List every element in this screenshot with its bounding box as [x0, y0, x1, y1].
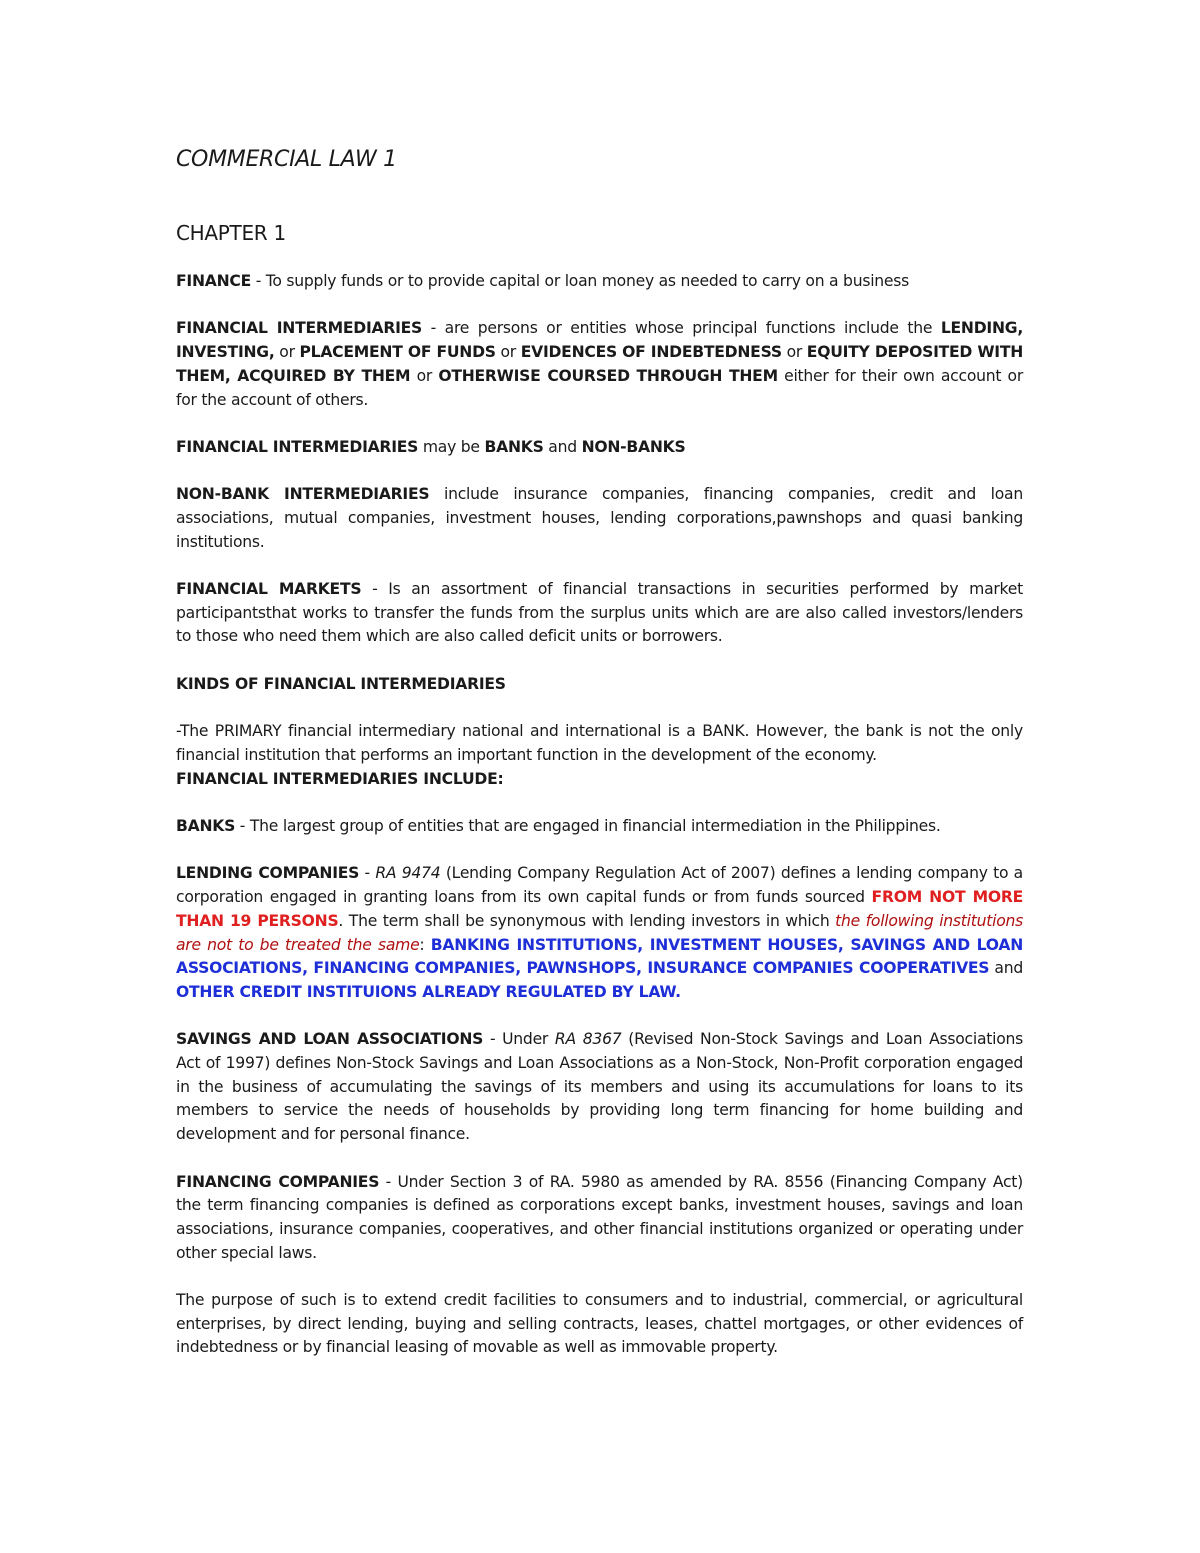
fi-bold-5: OTHERWISE COURSED THROUGH THEM [438, 366, 778, 385]
lending-term: LENDING COMPANIES [176, 864, 360, 883]
lending-text-1: - [359, 864, 376, 883]
fi-types [176, 436, 1023, 460]
fi-bold-2: PLACEMENT OF FUNDS [299, 343, 496, 362]
finance-term: FINANCE [176, 272, 251, 290]
purpose-paragraph: The purpose of such is to extend credit facilities to consumers and to industrial, commercial, or agricultural enterprises, by direct lending, buying and selling contracts, leases, chattel mortgages, or other evidences of indebtedness or by financial leasing of movable as well as immovable property. [176, 1291, 1023, 1357]
nonbank-text: include insurance companies, financing companies, credit and loan associations, mutual companies, investment houses, lending corporations,pawnshops and quasi banking institutions. [176, 485, 1023, 551]
lending-italic-red: the following institutions are not to be treated the same [176, 911, 1023, 954]
fi-text-6: either for their own account or for the account of others. [176, 366, 1023, 409]
fi-types-text-2: and [543, 437, 582, 456]
fi-types-bold-1: FINANCIAL INTERMEDIARIES [176, 437, 419, 456]
lending-text-5: and [989, 959, 1023, 978]
finance-definition [176, 270, 1023, 294]
lending-text-3: . The term shall be synonymous with lending investors in which [338, 911, 836, 930]
primary-bold: FINANCIAL INTERMEDIARIES INCLUDE: [176, 769, 504, 788]
fi-text-4: or [781, 343, 807, 362]
savings-text-1: - Under [483, 1030, 555, 1049]
finance-text: - To supply funds or to provide capital or loan money as needed to carry on a business [250, 272, 910, 290]
kinds-heading-text: KINDS OF FINANCIAL INTERMEDIARIES [176, 674, 506, 693]
banks-text: - The largest group of entities that are engaged in financial intermediation in the Philippines. [235, 817, 941, 836]
document-page [176, 140, 1023, 1360]
savings-term: SAVINGS AND LOAN ASSOCIATIONS [176, 1030, 484, 1049]
nonbank-definition [176, 483, 1023, 554]
banks-term: BANKS [176, 817, 236, 836]
financing-term: FINANCING COMPANIES [176, 1172, 380, 1191]
kinds-heading [176, 673, 1023, 697]
savings-ra: RA 8367 [554, 1030, 622, 1049]
savings-text-2: (Revised Non-Stock Savings and Loan Associations Act of 1997) defines Non-Stock Savings and Loan Associations as a Non-Stock, Non-Profit corporation engaged in the business of accumulating the savings of its members and using its accumulations for loans to its members to service the needs of households by providing long term financing for home building and development and for personal finance. [176, 1030, 1023, 1144]
fi-text-3: or [495, 343, 521, 362]
nonbank-term: NON-BANK INTERMEDIARIES [176, 485, 430, 504]
fi-types-bold-2: BANKS [484, 437, 544, 456]
lending-ra: RA 9474 [375, 864, 441, 883]
fi-text-5: or [410, 366, 439, 385]
document-title: COMMERCIAL LAW 1 [176, 147, 397, 172]
savings-definition [176, 1028, 1023, 1147]
fi-text-1: - are persons or entities whose principal functions include the [422, 319, 941, 338]
financing-text: - Under Section 3 of RA. 5980 as amended by RA. 8556 (Financing Company Act) the term financing companies is defined as corporations except banks, investment houses, savings and loan associations, insurance companies, cooperatives, and other financial institutions organized or operating under other special laws. [176, 1172, 1023, 1262]
markets-term: FINANCIAL MARKETS [176, 580, 362, 599]
fi-types-text-1: may be [418, 437, 485, 456]
lending-definition [176, 862, 1023, 1004]
markets-text: - Is an assortment of financial transactions in securities performed by market participantsthat works to transfer the funds from the surplus units which are are also called investors/lenders to those who need them which are also called deficit units or borrowers. [176, 580, 1023, 646]
markets-definition [176, 578, 1023, 649]
fi-text-2: or [274, 343, 300, 362]
lending-blue-other: OTHER CREDIT INSTITUIONS ALREADY REGULATED BY LAW. [176, 982, 681, 1001]
lending-blue-list: BANKING INSTITUTIONS, INVESTMENT HOUSES, SAVINGS AND LOAN ASSOCIATIONS, FINANCING COMPANIES, PAWNSHOPS, INSURANCE COMPANIES COOPERATIVES [176, 935, 1024, 978]
primary-paragraph [176, 720, 1023, 791]
fi-term: FINANCIAL INTERMEDIARIES [176, 319, 423, 338]
fi-bold-1: LENDING, INVESTING, [176, 319, 1023, 362]
fi-definition [176, 317, 1023, 412]
financing-definition [176, 1171, 1023, 1266]
lending-red-emphasis: FROM NOT MORE THAN 19 PERSONS [176, 888, 1024, 930]
fi-bold-4: EQUITY DEPOSITED WITH THEM, ACQUIRED BY THEM [176, 343, 1024, 385]
lending-text-4: : [419, 935, 431, 954]
fi-bold-3: EVIDENCES OF INDEBTEDNESS [520, 343, 782, 362]
chapter-heading: CHAPTER 1 [176, 221, 286, 245]
banks-definition [176, 815, 1023, 839]
fi-types-bold-3: NON-BANKS [581, 437, 686, 456]
primary-text: -The PRIMARY financial intermediary national and international is a BANK. However, the bank is not the only financial institution that performs an important function in the development of the economy. [176, 722, 1023, 764]
lending-text-2: (Lending Company Regulation Act of 2007) defines a lending company to a corporation engaged in granting loans from its own capital funds or from funds sourced [176, 864, 1023, 907]
